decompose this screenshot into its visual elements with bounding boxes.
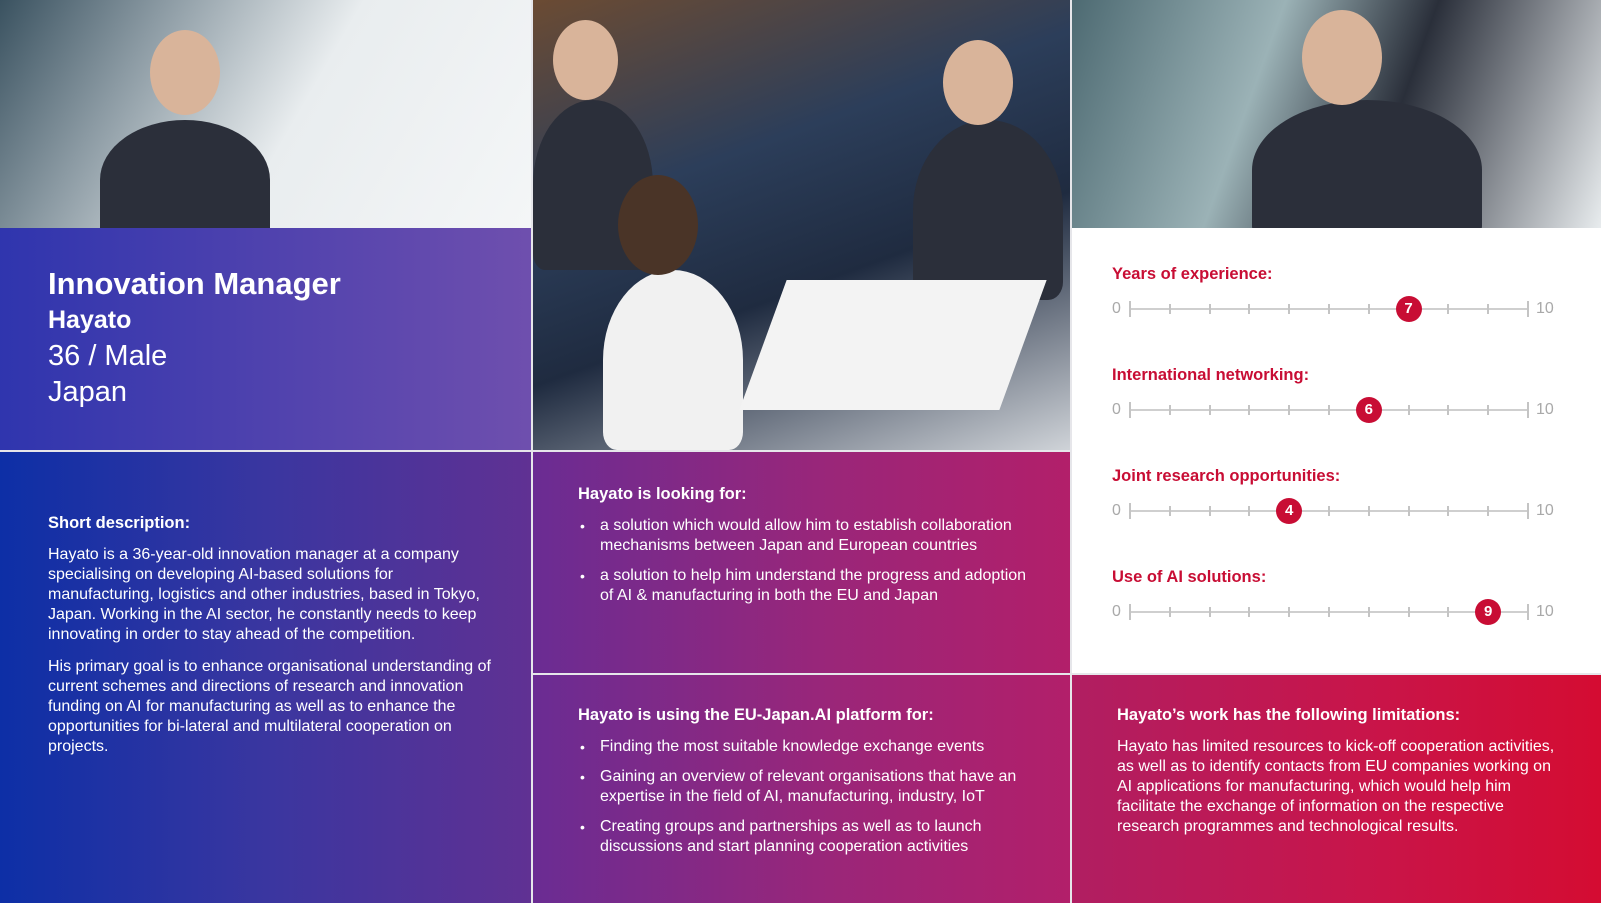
persona-age-gender: 36 / Male <box>48 340 168 372</box>
scale-max-label: 10 <box>1536 401 1554 418</box>
rating-label: Joint research opportunities: <box>1112 467 1341 485</box>
scale-min-label: 0 <box>1112 300 1121 317</box>
scale-track <box>1130 401 1528 418</box>
person-silhouette <box>1252 100 1482 228</box>
scale-max-label: 10 <box>1536 502 1554 519</box>
scale-tick <box>1447 607 1449 617</box>
rating-value-marker: 4 <box>1276 498 1302 524</box>
scale-min-label: 0 <box>1112 502 1121 519</box>
scale-tick <box>1368 607 1370 617</box>
scale-tick <box>1169 304 1171 314</box>
rating-joint-research-opportunities <box>1112 466 1601 567</box>
rating-value-marker: 9 <box>1475 599 1501 625</box>
rating-years-of-experience <box>1112 264 1601 365</box>
phone-call-photo <box>1072 0 1601 228</box>
description-paragraph: His primary goal is to enhance organisational understanding of current schemes and directions of research and innovation funding on AI for manufacturing as well as to enhance the opportunities for bi-lateral and multilateral cooperation on projects. <box>48 658 491 755</box>
scale-tick <box>1288 607 1290 617</box>
looking-for-panel <box>533 452 1070 673</box>
scale-tick <box>1328 607 1330 617</box>
scale-tick <box>1447 405 1449 415</box>
scale-tick <box>1288 304 1290 314</box>
scale-tick <box>1527 301 1529 317</box>
scale-tick <box>1248 607 1250 617</box>
rating-international-networking <box>1112 365 1601 466</box>
grid-divider <box>0 450 1072 452</box>
scale-tick <box>1487 405 1489 415</box>
scale-track <box>1130 502 1528 519</box>
list-item <box>578 767 1040 807</box>
scale-track <box>1130 300 1528 317</box>
bullet-icon: • <box>580 568 585 584</box>
person-head <box>553 20 618 100</box>
documents-on-table <box>739 280 1046 410</box>
scale-tick <box>1248 304 1250 314</box>
list-item-text: a solution to help him understand the progress and adoption of AI & manufacturing in both the EU and Japan <box>600 567 1027 604</box>
rating-scale <box>1112 294 1601 324</box>
short-description-heading: Short description: <box>48 514 191 532</box>
bullet-icon: • <box>580 518 585 534</box>
scale-tick <box>1129 604 1131 620</box>
limitations-text: Hayato has limited resources to kick-off cooperation activities, as well as to identify contacts from EU companies working on AI applications for manufacturing, which would help him facilitate the exchange of information on the respective research programmes and technological results. <box>1117 738 1555 835</box>
platform-usage-panel <box>533 675 1070 903</box>
persona-role: Innovation Manager <box>48 266 341 301</box>
list-item-text: Creating groups and partnerships as well as to launch discussions and start planning cooperation activities <box>600 818 982 855</box>
scale-tick <box>1129 503 1131 519</box>
description-paragraph: Hayato is a 36-year-old innovation manager at a company specialising on developing AI-based solutions for manufacturing, logistics and other industries, based in Tokyo, Japan. Working in the AI sector, he constantly needs to keep innovating in order to stay ahead of the competition. <box>48 546 480 643</box>
person-head <box>150 30 220 115</box>
person-silhouette <box>603 270 743 450</box>
scale-tick <box>1129 301 1131 317</box>
list-item-text: Finding the most suitable knowledge exchange events <box>600 738 985 755</box>
scale-max-label: 10 <box>1536 300 1554 317</box>
short-description-panel <box>0 452 531 903</box>
list-item-text: a solution which would allow him to establish collaboration mechanisms between Japan and European countries <box>600 517 1012 554</box>
scale-max-label: 10 <box>1536 603 1554 620</box>
person-head <box>1302 10 1382 105</box>
scale-tick <box>1408 607 1410 617</box>
scale-tick <box>1209 405 1211 415</box>
scale-tick <box>1209 506 1211 516</box>
list-item <box>578 516 1040 556</box>
scale-tick <box>1527 503 1529 519</box>
list-item <box>578 817 1040 857</box>
scale-tick <box>1368 506 1370 516</box>
limitations-panel <box>1072 675 1601 903</box>
scale-tick <box>1328 506 1330 516</box>
scale-tick <box>1169 607 1171 617</box>
person-head <box>618 175 698 275</box>
scale-tick <box>1129 402 1131 418</box>
rating-label: Years of experience: <box>1112 265 1273 283</box>
scale-tick <box>1408 506 1410 516</box>
bullet-icon: • <box>580 739 585 755</box>
scale-tick <box>1447 506 1449 516</box>
persona-identity <box>0 228 531 450</box>
looking-for-heading: Hayato is looking for: <box>578 485 747 503</box>
scale-tick <box>1487 506 1489 516</box>
platform-usage-list <box>578 737 1040 857</box>
scale-tick <box>1169 405 1171 415</box>
bullet-icon: • <box>580 819 585 835</box>
scale-tick <box>1368 304 1370 314</box>
limitations-heading: Hayato’s work has the following limitations: <box>1117 706 1461 724</box>
rating-label: Use of AI solutions: <box>1112 568 1267 586</box>
rating-value-marker: 6 <box>1356 397 1382 423</box>
person-silhouette <box>100 120 270 228</box>
portrait-photo <box>0 0 531 228</box>
scale-tick <box>1447 304 1449 314</box>
scale-tick <box>1248 506 1250 516</box>
scale-tick <box>1169 506 1171 516</box>
scale-tick <box>1328 304 1330 314</box>
person-silhouette <box>913 120 1063 300</box>
person-head <box>943 40 1013 125</box>
persona-name: Hayato <box>48 306 132 334</box>
grid-divider <box>533 673 1601 675</box>
scale-tick <box>1288 405 1290 415</box>
scale-tick <box>1527 604 1529 620</box>
rating-label: International networking: <box>1112 366 1310 384</box>
rating-value-marker: 7 <box>1396 296 1422 322</box>
scale-min-label: 0 <box>1112 603 1121 620</box>
rating-scale <box>1112 597 1601 627</box>
scale-tick <box>1209 607 1211 617</box>
persona-country: Japan <box>48 376 128 408</box>
scale-track <box>1130 603 1528 620</box>
bullet-icon: • <box>580 769 585 785</box>
scale-tick <box>1408 405 1410 415</box>
scale-tick <box>1487 304 1489 314</box>
rating-scale <box>1112 395 1601 425</box>
scale-tick <box>1248 405 1250 415</box>
list-item <box>578 566 1040 606</box>
platform-usage-heading: Hayato is using the EU-Japan.AI platform for: <box>578 706 934 724</box>
skill-ratings-panel <box>1072 228 1601 673</box>
looking-for-list <box>578 516 1040 606</box>
list-item <box>578 737 1040 757</box>
rating-scale <box>1112 496 1601 526</box>
rating-use-of-ai-solutions <box>1112 567 1601 668</box>
scale-tick <box>1209 304 1211 314</box>
meeting-photo <box>533 0 1070 450</box>
scale-min-label: 0 <box>1112 401 1121 418</box>
list-item-text: Gaining an overview of relevant organisations that have an expertise in the field of AI, manufacturing, industry, IoT <box>600 768 1017 805</box>
scale-tick <box>1527 402 1529 418</box>
scale-tick <box>1328 405 1330 415</box>
